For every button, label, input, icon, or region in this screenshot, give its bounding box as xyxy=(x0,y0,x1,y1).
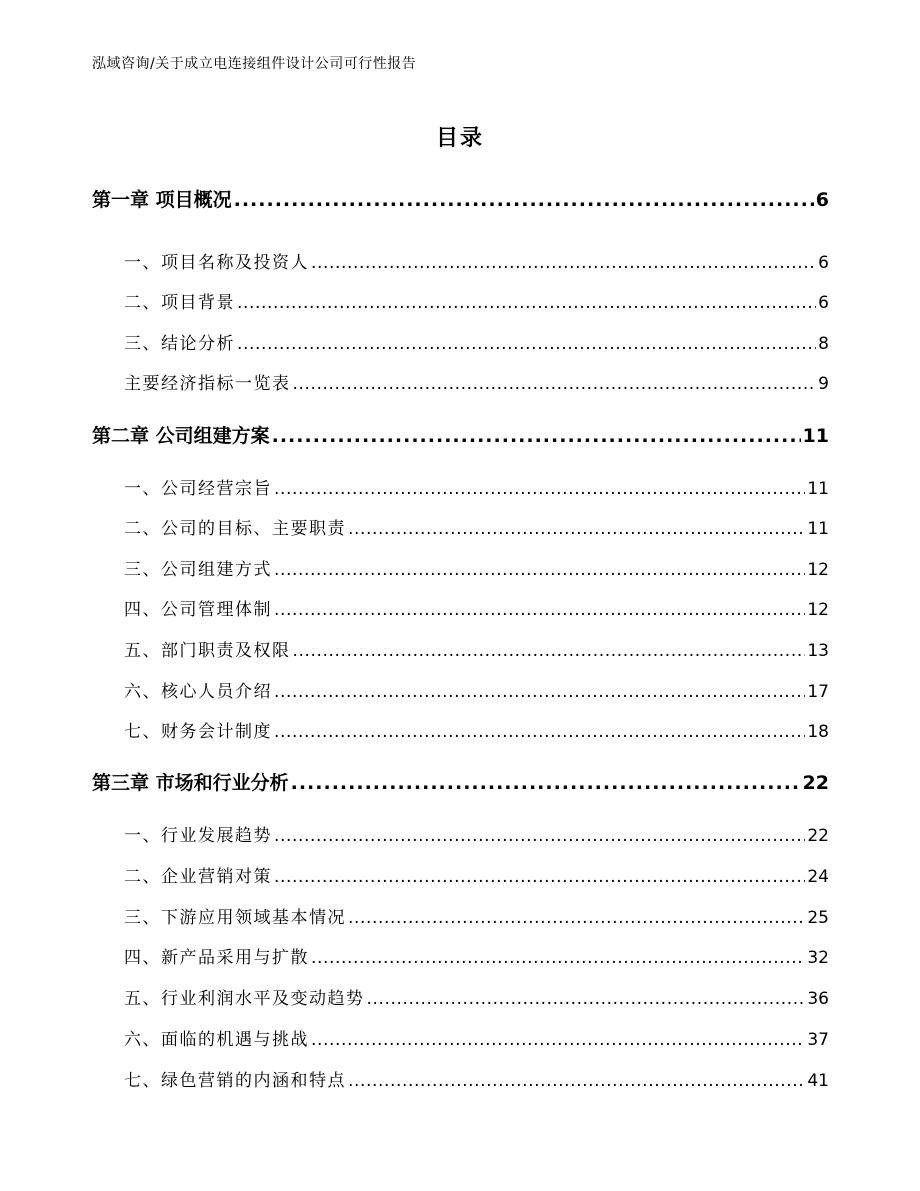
toc-leader-dots xyxy=(348,1071,805,1091)
toc-section-label: 公司管理体制 xyxy=(161,600,272,620)
toc-section-number: 三、 xyxy=(124,334,161,354)
toc-leader-dots xyxy=(237,334,816,354)
toc-page-number: 9 xyxy=(818,374,829,394)
toc-section[interactable] xyxy=(124,821,829,846)
toc-chapter-label: 第二章 公司组建方案 xyxy=(92,425,270,447)
toc-leader-dots xyxy=(291,772,801,794)
toc-leader-dots xyxy=(293,374,817,394)
toc-section-label: 公司经营宗旨 xyxy=(161,479,272,499)
toc-section-number: 五、 xyxy=(124,641,161,661)
toc-section[interactable] xyxy=(124,1066,829,1091)
toc-leader-dots xyxy=(348,519,805,539)
toc-section[interactable] xyxy=(124,329,829,354)
toc-section[interactable] xyxy=(124,555,829,580)
toc-leader-dots xyxy=(274,479,805,499)
toc-section-number: 二、 xyxy=(124,867,161,887)
toc-section-label: 下游应用领域基本情况 xyxy=(161,908,346,928)
toc-leader-dots xyxy=(274,867,805,887)
toc-section[interactable] xyxy=(124,369,829,394)
toc-section-label: 公司的目标、主要职责 xyxy=(161,519,346,539)
toc-leader-dots xyxy=(274,560,805,580)
toc-leader-dots xyxy=(274,600,805,620)
toc-section-number: 二、 xyxy=(124,293,161,313)
toc-section-label: 绿色营销的内涵和特点 xyxy=(161,1071,346,1091)
toc-section-number: 六、 xyxy=(124,682,161,702)
toc-section-label: 公司组建方式 xyxy=(161,560,272,580)
toc-section-label: 项目名称及投资人 xyxy=(161,253,309,273)
toc-page-number: 17 xyxy=(807,682,829,702)
toc-section-number: 六、 xyxy=(124,1030,161,1050)
toc-section-label: 主要经济指标一览表 xyxy=(124,374,291,394)
toc-page-number: 11 xyxy=(802,425,829,447)
toc-page-number: 13 xyxy=(807,641,829,661)
toc-page-number: 12 xyxy=(807,560,829,580)
toc-section-label: 财务会计制度 xyxy=(161,722,272,742)
toc-section[interactable] xyxy=(124,514,829,539)
toc-section[interactable] xyxy=(124,248,829,273)
toc-section-number: 二、 xyxy=(124,519,161,539)
toc-page-number: 11 xyxy=(807,519,829,539)
toc-section-number: 七、 xyxy=(124,1071,161,1091)
toc-leader-dots xyxy=(237,293,816,313)
toc-section-label: 核心人员介绍 xyxy=(161,682,272,702)
toc-section[interactable] xyxy=(124,984,829,1009)
toc-page-number: 8 xyxy=(818,334,829,354)
toc-page-number: 18 xyxy=(807,722,829,742)
toc-section[interactable] xyxy=(124,943,829,968)
toc-page-number: 11 xyxy=(807,479,829,499)
toc-section-label: 项目背景 xyxy=(161,293,235,313)
toc-page-number: 6 xyxy=(818,253,829,273)
toc-section-number: 一、 xyxy=(124,826,161,846)
toc-page-number: 22 xyxy=(807,826,829,846)
toc-leader-dots xyxy=(274,826,805,846)
toc-page-number: 6 xyxy=(815,189,829,211)
toc-page-number: 37 xyxy=(807,1030,829,1050)
toc-section-label: 行业发展趋势 xyxy=(161,826,272,846)
toc-leader-dots xyxy=(234,189,814,211)
toc-leader-dots xyxy=(311,253,816,273)
toc-section[interactable] xyxy=(124,903,829,928)
toc-section[interactable] xyxy=(124,595,829,620)
toc-leader-dots xyxy=(348,908,805,928)
toc-page-number: 32 xyxy=(807,948,829,968)
toc-leader-dots xyxy=(272,425,801,447)
toc-section-number: 四、 xyxy=(124,600,161,620)
toc-section-label: 部门职责及权限 xyxy=(161,641,291,661)
toc-page-number: 6 xyxy=(818,293,829,313)
toc-leader-dots xyxy=(274,722,805,742)
toc-page-number: 41 xyxy=(807,1071,829,1091)
toc-section-number: 五、 xyxy=(124,989,161,1009)
toc-leader-dots xyxy=(293,641,806,661)
toc-leader-dots xyxy=(311,1030,805,1050)
toc-page-number: 22 xyxy=(802,772,829,794)
toc-chapter-2[interactable] xyxy=(92,421,829,448)
toc-title: 目录 xyxy=(435,126,484,151)
toc-section[interactable] xyxy=(124,288,829,313)
toc-chapter-label: 第一章 项目概况 xyxy=(92,189,232,211)
toc-chapter-1[interactable] xyxy=(92,185,829,212)
toc-chapter-3[interactable] xyxy=(92,768,829,795)
toc-chapter-label: 第三章 市场和行业分析 xyxy=(92,772,289,794)
toc-section-number: 七、 xyxy=(124,722,161,742)
toc-section[interactable] xyxy=(124,717,829,742)
toc-leader-dots xyxy=(367,989,806,1009)
running-header: 泓域咨询/关于成立电连接组件设计公司可行性报告 xyxy=(92,56,417,72)
toc-section-number: 一、 xyxy=(124,253,161,273)
toc-section-number: 三、 xyxy=(124,560,161,580)
toc-section-label: 结论分析 xyxy=(161,334,235,354)
toc-section-number: 一、 xyxy=(124,479,161,499)
toc-section-number: 三、 xyxy=(124,908,161,928)
toc-section[interactable] xyxy=(124,677,829,702)
toc-section-label: 企业营销对策 xyxy=(161,867,272,887)
toc-section-label: 行业利润水平及变动趋势 xyxy=(161,989,365,1009)
toc-section-label: 面临的机遇与挑战 xyxy=(161,1030,309,1050)
toc-page-number: 24 xyxy=(807,867,829,887)
toc-section[interactable] xyxy=(124,862,829,887)
toc-section[interactable] xyxy=(124,636,829,661)
toc-section[interactable] xyxy=(124,474,829,499)
toc-leader-dots xyxy=(274,682,805,702)
toc-section[interactable] xyxy=(124,1025,829,1050)
toc-leader-dots xyxy=(311,948,805,968)
toc-section-number: 四、 xyxy=(124,948,161,968)
toc-page-number: 12 xyxy=(807,600,829,620)
toc-section-label: 新产品采用与扩散 xyxy=(161,948,309,968)
toc-page-number: 36 xyxy=(807,989,829,1009)
toc-page-number: 25 xyxy=(807,908,829,928)
